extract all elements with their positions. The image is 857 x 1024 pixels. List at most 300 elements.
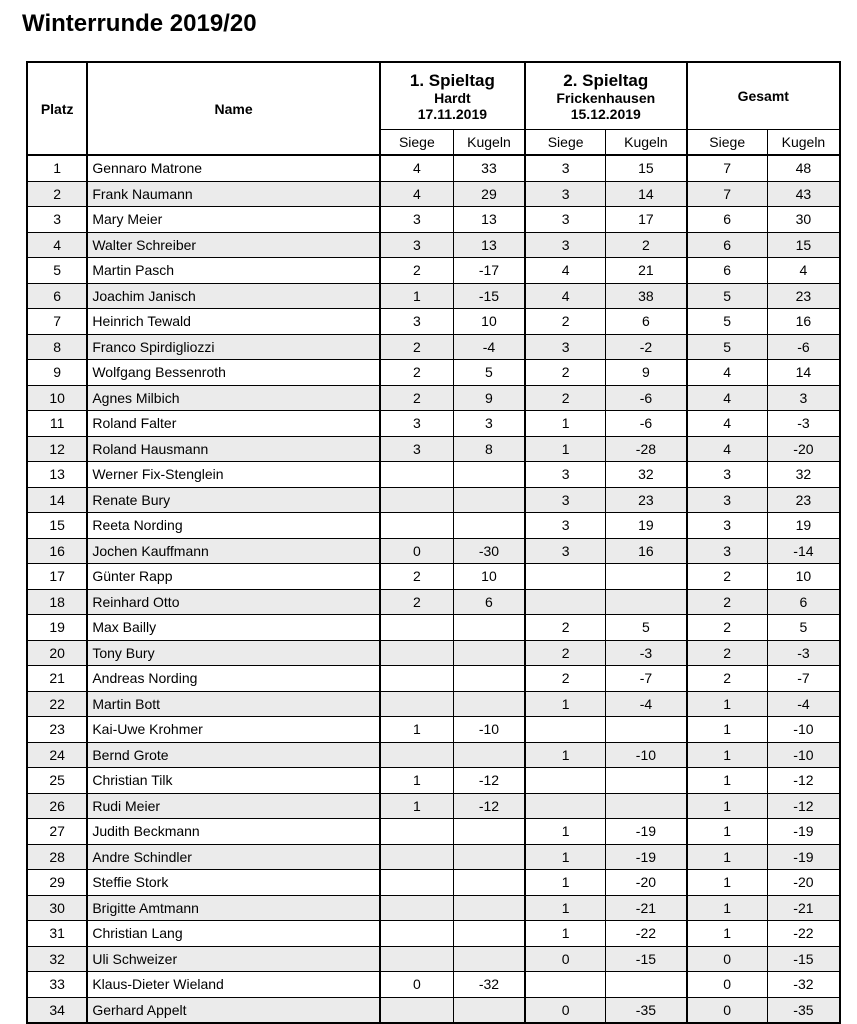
cell-kugeln-2 [606, 972, 687, 998]
cell-siege-2: 1 [525, 895, 606, 921]
cell-kugeln-1 [453, 742, 525, 768]
cell-siege-gesamt: 1 [687, 870, 768, 896]
cell-platz: 1 [27, 155, 87, 181]
cell-siege-2: 3 [525, 462, 606, 488]
cell-kugeln-2: -15 [606, 946, 687, 972]
cell-kugeln-gesamt: -12 [767, 768, 840, 794]
cell-name: Frank Naumann [87, 181, 379, 207]
subheader-kugeln-1: Kugeln [453, 130, 525, 156]
table-row [27, 717, 840, 743]
cell-siege-gesamt: 4 [687, 360, 768, 386]
cell-kugeln-2: 5 [606, 615, 687, 641]
cell-siege-1 [380, 921, 454, 947]
cell-kugeln-2: -6 [606, 385, 687, 411]
cell-name: Christian Tilk [87, 768, 379, 794]
cell-siege-1: 1 [380, 793, 454, 819]
cell-platz: 29 [27, 870, 87, 896]
subheader-siege-2: Siege [525, 130, 606, 156]
cell-kugeln-2: -21 [606, 895, 687, 921]
cell-kugeln-gesamt: -10 [767, 717, 840, 743]
standings-table [26, 61, 841, 1024]
cell-platz: 26 [27, 793, 87, 819]
cell-siege-1 [380, 870, 454, 896]
cell-siege-2: 1 [525, 411, 606, 437]
cell-platz: 6 [27, 283, 87, 309]
cell-siege-2: 2 [525, 385, 606, 411]
cell-siege-2: 4 [525, 283, 606, 309]
cell-name: Roland Hausmann [87, 436, 379, 462]
table-row [27, 666, 840, 692]
spieltag-2-title: 2. Spieltag [563, 70, 649, 90]
cell-kugeln-1 [453, 870, 525, 896]
cell-platz: 10 [27, 385, 87, 411]
cell-name: Andre Schindler [87, 844, 379, 870]
cell-name: Günter Rapp [87, 564, 379, 590]
cell-kugeln-gesamt: 15 [767, 232, 840, 258]
cell-kugeln-gesamt: -3 [767, 640, 840, 666]
cell-name: Roland Falter [87, 411, 379, 437]
cell-platz: 20 [27, 640, 87, 666]
cell-siege-gesamt: 1 [687, 691, 768, 717]
table-row [27, 436, 840, 462]
cell-platz: 8 [27, 334, 87, 360]
cell-siege-1 [380, 997, 454, 1023]
cell-siege-2: 3 [525, 232, 606, 258]
table-row [27, 895, 840, 921]
cell-name: Walter Schreiber [87, 232, 379, 258]
cell-siege-gesamt: 5 [687, 334, 768, 360]
table-row [27, 615, 840, 641]
cell-siege-2 [525, 589, 606, 615]
cell-siege-2 [525, 793, 606, 819]
cell-kugeln-gesamt: 23 [767, 283, 840, 309]
table-row [27, 844, 840, 870]
cell-siege-gesamt: 3 [687, 513, 768, 539]
cell-name: Reinhard Otto [87, 589, 379, 615]
header-platz: Platz [27, 62, 87, 155]
cell-name: Joachim Janisch [87, 283, 379, 309]
cell-platz: 11 [27, 411, 87, 437]
header-row-main [27, 62, 840, 130]
cell-siege-2 [525, 717, 606, 743]
cell-name: Tony Bury [87, 640, 379, 666]
cell-name: Gennaro Matrone [87, 155, 379, 181]
cell-name: Agnes Milbich [87, 385, 379, 411]
cell-kugeln-1 [453, 691, 525, 717]
cell-kugeln-1: -10 [453, 717, 525, 743]
cell-kugeln-1: -12 [453, 768, 525, 794]
cell-kugeln-1: 13 [453, 232, 525, 258]
cell-kugeln-gesamt: -14 [767, 538, 840, 564]
cell-kugeln-2: -6 [606, 411, 687, 437]
cell-kugeln-gesamt: -20 [767, 436, 840, 462]
cell-kugeln-1: 9 [453, 385, 525, 411]
cell-kugeln-1: 8 [453, 436, 525, 462]
cell-name: Kai-Uwe Krohmer [87, 717, 379, 743]
cell-kugeln-gesamt: 32 [767, 462, 840, 488]
table-row [27, 640, 840, 666]
cell-siege-1: 3 [380, 309, 454, 335]
cell-siege-1 [380, 640, 454, 666]
standings-body [27, 155, 840, 1023]
table-row [27, 538, 840, 564]
cell-name: Klaus-Dieter Wieland [87, 972, 379, 998]
cell-kugeln-gesamt: -22 [767, 921, 840, 947]
cell-siege-gesamt: 2 [687, 666, 768, 692]
table-row [27, 819, 840, 845]
cell-kugeln-2: 32 [606, 462, 687, 488]
table-row [27, 360, 840, 386]
table-row [27, 870, 840, 896]
cell-kugeln-2: -28 [606, 436, 687, 462]
cell-siege-1 [380, 487, 454, 513]
cell-siege-2: 1 [525, 921, 606, 947]
cell-siege-gesamt: 0 [687, 972, 768, 998]
cell-kugeln-2: 14 [606, 181, 687, 207]
cell-siege-1 [380, 844, 454, 870]
cell-siege-2: 2 [525, 360, 606, 386]
cell-name: Uli Schweizer [87, 946, 379, 972]
cell-siege-2: 1 [525, 691, 606, 717]
header-gesamt: Gesamt [687, 62, 840, 130]
cell-name: Renate Bury [87, 487, 379, 513]
cell-kugeln-1 [453, 487, 525, 513]
cell-kugeln-1 [453, 946, 525, 972]
cell-kugeln-1: 10 [453, 564, 525, 590]
cell-platz: 34 [27, 997, 87, 1023]
cell-siege-1 [380, 462, 454, 488]
table-row [27, 334, 840, 360]
subheader-kugeln-gesamt: Kugeln [767, 130, 840, 156]
cell-siege-gesamt: 2 [687, 564, 768, 590]
table-row [27, 997, 840, 1023]
cell-platz: 19 [27, 615, 87, 641]
cell-siege-1 [380, 819, 454, 845]
cell-kugeln-2 [606, 589, 687, 615]
cell-siege-gesamt: 1 [687, 768, 768, 794]
table-row [27, 691, 840, 717]
table-row [27, 742, 840, 768]
cell-siege-2 [525, 768, 606, 794]
cell-kugeln-1: -32 [453, 972, 525, 998]
cell-kugeln-gesamt: 6 [767, 589, 840, 615]
cell-platz: 21 [27, 666, 87, 692]
cell-siege-gesamt: 4 [687, 385, 768, 411]
table-row [27, 155, 840, 181]
cell-siege-1: 3 [380, 411, 454, 437]
cell-kugeln-1: -17 [453, 258, 525, 284]
cell-name: Martin Bott [87, 691, 379, 717]
cell-name: Andreas Nording [87, 666, 379, 692]
cell-platz: 7 [27, 309, 87, 335]
cell-name: Bernd Grote [87, 742, 379, 768]
cell-kugeln-2: -19 [606, 844, 687, 870]
cell-platz: 27 [27, 819, 87, 845]
cell-siege-1: 2 [380, 258, 454, 284]
cell-kugeln-1: 13 [453, 207, 525, 233]
cell-siege-2: 3 [525, 334, 606, 360]
cell-platz: 25 [27, 768, 87, 794]
table-row [27, 411, 840, 437]
table-row [27, 385, 840, 411]
cell-siege-2: 3 [525, 538, 606, 564]
cell-kugeln-1 [453, 640, 525, 666]
cell-kugeln-2: 17 [606, 207, 687, 233]
cell-siege-2 [525, 564, 606, 590]
cell-kugeln-2: -19 [606, 819, 687, 845]
cell-kugeln-2: -10 [606, 742, 687, 768]
cell-siege-2: 0 [525, 997, 606, 1023]
cell-siege-2: 0 [525, 946, 606, 972]
cell-siege-1 [380, 946, 454, 972]
cell-kugeln-gesamt: -19 [767, 819, 840, 845]
cell-siege-1 [380, 895, 454, 921]
header-spieltag-1 [380, 62, 525, 130]
cell-platz: 13 [27, 462, 87, 488]
cell-kugeln-2: 9 [606, 360, 687, 386]
cell-name: Steffie Stork [87, 870, 379, 896]
cell-kugeln-gesamt: 3 [767, 385, 840, 411]
cell-platz: 23 [27, 717, 87, 743]
spieltag-2-place: Frickenhausen [556, 89, 656, 106]
cell-kugeln-2: -35 [606, 997, 687, 1023]
cell-siege-gesamt: 5 [687, 309, 768, 335]
table-row [27, 283, 840, 309]
cell-kugeln-gesamt: -10 [767, 742, 840, 768]
cell-platz: 30 [27, 895, 87, 921]
cell-name: Gerhard Appelt [87, 997, 379, 1023]
cell-kugeln-2: -7 [606, 666, 687, 692]
cell-kugeln-1: 6 [453, 589, 525, 615]
table-row [27, 487, 840, 513]
cell-siege-2: 3 [525, 155, 606, 181]
cell-platz: 22 [27, 691, 87, 717]
cell-siege-gesamt: 1 [687, 921, 768, 947]
cell-kugeln-gesamt: -4 [767, 691, 840, 717]
cell-siege-gesamt: 6 [687, 207, 768, 233]
cell-siege-gesamt: 5 [687, 283, 768, 309]
cell-platz: 17 [27, 564, 87, 590]
cell-kugeln-gesamt: -15 [767, 946, 840, 972]
cell-kugeln-gesamt: 19 [767, 513, 840, 539]
cell-siege-1: 1 [380, 768, 454, 794]
cell-kugeln-1: 5 [453, 360, 525, 386]
cell-siege-2: 1 [525, 436, 606, 462]
table-row [27, 513, 840, 539]
cell-siege-2 [525, 972, 606, 998]
cell-siege-gesamt: 0 [687, 997, 768, 1023]
spieltag-2-date: 15.12.2019 [570, 105, 641, 122]
cell-kugeln-1 [453, 921, 525, 947]
cell-name: Franco Spirdigliozzi [87, 334, 379, 360]
table-row [27, 207, 840, 233]
table-row [27, 921, 840, 947]
cell-kugeln-1: 29 [453, 181, 525, 207]
cell-siege-gesamt: 0 [687, 946, 768, 972]
cell-kugeln-2: 21 [606, 258, 687, 284]
cell-kugeln-gesamt: 4 [767, 258, 840, 284]
cell-platz: 9 [27, 360, 87, 386]
cell-siege-gesamt: 1 [687, 717, 768, 743]
cell-name: Jochen Kauffmann [87, 538, 379, 564]
cell-platz: 5 [27, 258, 87, 284]
cell-kugeln-gesamt: -7 [767, 666, 840, 692]
cell-siege-gesamt: 1 [687, 793, 768, 819]
subheader-siege-gesamt: Siege [687, 130, 768, 156]
cell-kugeln-1 [453, 462, 525, 488]
table-row [27, 462, 840, 488]
cell-platz: 14 [27, 487, 87, 513]
cell-siege-2: 2 [525, 666, 606, 692]
cell-siege-1: 2 [380, 334, 454, 360]
cell-siege-1: 0 [380, 538, 454, 564]
cell-siege-1: 3 [380, 232, 454, 258]
cell-platz: 28 [27, 844, 87, 870]
cell-siege-1: 3 [380, 436, 454, 462]
cell-siege-2: 2 [525, 615, 606, 641]
cell-siege-2: 4 [525, 258, 606, 284]
table-row [27, 589, 840, 615]
cell-name: Reeta Nording [87, 513, 379, 539]
cell-kugeln-1: -30 [453, 538, 525, 564]
table-row [27, 564, 840, 590]
cell-siege-gesamt: 7 [687, 181, 768, 207]
cell-kugeln-gesamt: 16 [767, 309, 840, 335]
cell-kugeln-2: -2 [606, 334, 687, 360]
cell-siege-gesamt: 3 [687, 487, 768, 513]
cell-kugeln-1 [453, 666, 525, 692]
cell-name: Werner Fix-Stenglein [87, 462, 379, 488]
cell-siege-2: 2 [525, 309, 606, 335]
cell-siege-2: 1 [525, 819, 606, 845]
cell-siege-1: 4 [380, 155, 454, 181]
cell-siege-1: 2 [380, 589, 454, 615]
spieltag-1-title: 1. Spieltag [409, 70, 495, 90]
cell-siege-gesamt: 7 [687, 155, 768, 181]
cell-siege-1: 3 [380, 207, 454, 233]
cell-siege-1 [380, 691, 454, 717]
cell-platz: 4 [27, 232, 87, 258]
cell-siege-gesamt: 1 [687, 819, 768, 845]
cell-kugeln-gesamt: -12 [767, 793, 840, 819]
cell-siege-gesamt: 3 [687, 538, 768, 564]
cell-kugeln-2: 15 [606, 155, 687, 181]
cell-siege-gesamt: 3 [687, 462, 768, 488]
cell-siege-1: 2 [380, 360, 454, 386]
cell-kugeln-2: 6 [606, 309, 687, 335]
table-row [27, 181, 840, 207]
cell-name: Wolfgang Bessenroth [87, 360, 379, 386]
cell-kugeln-1: -4 [453, 334, 525, 360]
cell-kugeln-gesamt: -21 [767, 895, 840, 921]
cell-siege-2: 1 [525, 870, 606, 896]
cell-kugeln-1: 3 [453, 411, 525, 437]
cell-kugeln-1 [453, 997, 525, 1023]
cell-siege-1 [380, 666, 454, 692]
cell-siege-2: 2 [525, 640, 606, 666]
cell-name: Mary Meier [87, 207, 379, 233]
cell-kugeln-gesamt: 10 [767, 564, 840, 590]
cell-kugeln-2: 38 [606, 283, 687, 309]
table-row [27, 309, 840, 335]
cell-kugeln-gesamt: -19 [767, 844, 840, 870]
cell-name: Max Bailly [87, 615, 379, 641]
header-spieltag-2 [525, 62, 687, 130]
cell-kugeln-gesamt: -32 [767, 972, 840, 998]
cell-siege-gesamt: 6 [687, 232, 768, 258]
cell-siege-2: 3 [525, 207, 606, 233]
cell-siege-gesamt: 2 [687, 640, 768, 666]
cell-siege-gesamt: 2 [687, 589, 768, 615]
cell-kugeln-2: -4 [606, 691, 687, 717]
cell-kugeln-2: 19 [606, 513, 687, 539]
cell-kugeln-1 [453, 819, 525, 845]
cell-platz: 31 [27, 921, 87, 947]
cell-kugeln-2 [606, 564, 687, 590]
cell-kugeln-gesamt: -6 [767, 334, 840, 360]
cell-siege-2: 3 [525, 487, 606, 513]
table-row [27, 232, 840, 258]
cell-siege-gesamt: 6 [687, 258, 768, 284]
cell-kugeln-1: 10 [453, 309, 525, 335]
cell-siege-2: 1 [525, 844, 606, 870]
cell-name: Rudi Meier [87, 793, 379, 819]
cell-siege-1: 0 [380, 972, 454, 998]
cell-name: Heinrich Tewald [87, 309, 379, 335]
cell-kugeln-1 [453, 513, 525, 539]
cell-name: Brigitte Amtmann [87, 895, 379, 921]
cell-kugeln-gesamt: -20 [767, 870, 840, 896]
table-row [27, 793, 840, 819]
cell-siege-gesamt: 4 [687, 436, 768, 462]
cell-kugeln-1: -15 [453, 283, 525, 309]
cell-kugeln-gesamt: -3 [767, 411, 840, 437]
cell-siege-gesamt: 1 [687, 844, 768, 870]
cell-kugeln-2: -3 [606, 640, 687, 666]
cell-platz: 2 [27, 181, 87, 207]
cell-platz: 3 [27, 207, 87, 233]
cell-kugeln-gesamt: 48 [767, 155, 840, 181]
table-row [27, 768, 840, 794]
cell-siege-2: 3 [525, 181, 606, 207]
cell-kugeln-gesamt: 30 [767, 207, 840, 233]
table-row [27, 972, 840, 998]
cell-kugeln-1: -12 [453, 793, 525, 819]
cell-kugeln-2: 2 [606, 232, 687, 258]
table-row [27, 946, 840, 972]
cell-kugeln-1 [453, 615, 525, 641]
cell-kugeln-gesamt: 5 [767, 615, 840, 641]
cell-siege-2: 3 [525, 513, 606, 539]
cell-kugeln-2 [606, 717, 687, 743]
cell-siege-1: 1 [380, 283, 454, 309]
cell-name: Judith Beckmann [87, 819, 379, 845]
cell-kugeln-gesamt: -35 [767, 997, 840, 1023]
spieltag-1-place: Hardt [434, 89, 471, 106]
cell-siege-gesamt: 2 [687, 615, 768, 641]
table-row [27, 258, 840, 284]
cell-kugeln-2 [606, 793, 687, 819]
cell-siege-1 [380, 513, 454, 539]
cell-siege-1: 2 [380, 564, 454, 590]
cell-kugeln-2: 23 [606, 487, 687, 513]
cell-siege-1: 4 [380, 181, 454, 207]
cell-kugeln-1 [453, 844, 525, 870]
cell-kugeln-2: 16 [606, 538, 687, 564]
cell-siege-gesamt: 1 [687, 895, 768, 921]
cell-siege-2: 1 [525, 742, 606, 768]
cell-siege-gesamt: 1 [687, 742, 768, 768]
